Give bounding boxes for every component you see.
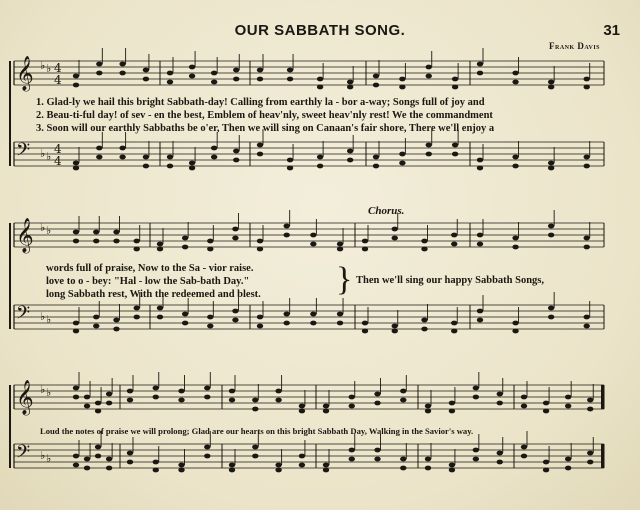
note-head [497,401,503,406]
note-head [548,233,554,238]
time-signature: 4 [54,142,62,156]
note-head [207,239,213,244]
note-head [113,239,119,244]
note-head [400,466,406,471]
note-head [584,236,590,241]
note-head [512,164,518,169]
note-head [119,62,125,67]
chorus-line-1: Then we'll sing our happy Sabbath Songs, [356,275,545,286]
note-head [157,242,163,247]
verse-1-ending: words full of praise, Now to the Sa - vior raise. [46,263,254,274]
note-head [373,155,379,160]
note-head [497,451,503,456]
note-head [257,143,263,148]
note-head [204,445,210,450]
note-head [189,166,195,171]
chorus-line-2: Loud the notes of praise we will prolong; Glad are our hearts on this bright Sabbath Day, Walking in the Savior's way. [40,426,474,436]
note-head [323,468,329,473]
note-head [349,395,355,400]
note-head [421,327,427,332]
note-head [178,389,184,394]
song-title: OUR SABBATH SONG. [234,22,406,39]
note-head [257,324,263,329]
note-head [287,68,293,73]
note-head [310,321,316,326]
verse-brace: } [336,261,353,298]
note-head [204,454,210,459]
treble-clef-icon: 𝄞 [16,380,34,415]
note-head [565,466,571,471]
note-head [497,392,503,397]
note-head [374,392,380,397]
note-head [337,312,343,317]
note-head [587,407,593,412]
note-head [392,227,398,232]
note-head [473,448,479,453]
note-head [167,155,173,160]
note-head [449,468,455,473]
note-head [182,321,188,326]
note-head [119,155,125,160]
note-head [477,62,483,67]
note-head [399,85,405,90]
note-head [84,466,90,471]
note-head [96,155,102,160]
treble-clef-icon: 𝄞 [16,218,34,253]
note-head [374,457,380,462]
note-head [127,460,133,465]
note-head [310,312,316,317]
note-head [521,404,527,409]
note-head [543,460,549,465]
note-head [73,83,79,88]
note-head [477,309,483,314]
note-head [233,77,239,82]
note-head [275,463,281,468]
note-head [477,71,483,76]
note-head [93,230,99,235]
note-head [400,457,406,462]
treble-clef-icon: 𝄞 [16,56,34,91]
note-head [96,71,102,76]
note-head [113,230,119,235]
flat-icon: ♭ [46,452,52,465]
note-head [299,463,305,468]
note-head [153,460,159,465]
time-signature: 4 [54,73,62,87]
note-head [233,149,239,154]
flat-icon: ♭ [40,59,46,72]
note-head [157,247,163,252]
note-head [426,152,432,157]
note-head [178,468,184,473]
note-head [584,155,590,160]
note-head [452,152,458,157]
note-head [84,404,90,409]
note-head [584,85,590,90]
note-head [211,71,217,76]
note-head [548,315,554,320]
note-head [451,233,457,238]
note-head [362,329,368,334]
flat-icon: ♭ [46,150,52,163]
note-head [167,80,173,85]
note-head [421,318,427,323]
note-head [287,166,293,171]
note-head [521,445,527,450]
note-head [232,309,238,314]
note-head [207,324,213,329]
note-head [449,463,455,468]
note-head [392,236,398,241]
note-head [252,407,258,412]
note-head [229,463,235,468]
note-head [182,245,188,250]
note-head [257,68,263,73]
note-head [287,158,293,163]
note-head [584,164,590,169]
note-head [543,401,549,406]
note-head [337,321,343,326]
note-head [497,460,503,465]
note-head [425,409,431,414]
flat-icon: ♭ [40,147,46,160]
note-head [392,324,398,329]
note-head [477,318,483,323]
note-head [584,315,590,320]
note-head [337,242,343,247]
note-head [257,239,263,244]
note-head [275,398,281,403]
final-bar [601,444,604,468]
note-head [106,392,112,397]
note-head [425,404,431,409]
note-head [373,83,379,88]
note-head [362,247,368,252]
note-head [153,395,159,400]
note-head [374,448,380,453]
note-head [204,386,210,391]
bass-clef-icon: 𝄢 [16,303,31,328]
note-head [473,395,479,400]
flat-icon: ♭ [46,62,52,75]
note-head [323,409,329,414]
note-head [452,77,458,82]
note-head [362,321,368,326]
note-head [95,401,101,406]
note-head [275,468,281,473]
bass-clef-icon: 𝄢 [16,442,31,467]
note-head [317,164,323,169]
note-head [134,306,140,311]
page-number: 31 [603,22,620,39]
note-head [283,233,289,238]
note-head [157,306,163,311]
note-head [565,457,571,462]
note-head [587,398,593,403]
note-head [95,409,101,414]
note-head [373,164,379,169]
flat-icon: ♭ [46,224,52,237]
note-head [584,77,590,82]
note-head [349,404,355,409]
note-head [229,398,235,403]
note-head [73,74,79,79]
note-head [477,166,483,171]
note-head [317,85,323,90]
note-head [252,454,258,459]
note-head [257,315,263,320]
note-head [211,80,217,85]
note-head [347,149,353,154]
note-head [451,329,457,334]
note-head [287,77,293,82]
note-head [512,329,518,334]
note-head [95,454,101,459]
note-head [452,85,458,90]
note-head [565,404,571,409]
note-head [73,166,79,171]
note-head [113,318,119,323]
note-head [95,445,101,450]
note-head [93,315,99,320]
note-head [584,245,590,250]
note-head [182,312,188,317]
time-signature: 4 [54,61,62,75]
note-head [337,247,343,252]
note-head [323,404,329,409]
note-head [299,404,305,409]
note-head [233,158,239,163]
note-head [512,155,518,160]
note-head [73,386,79,391]
note-head [178,398,184,403]
chorus-label: Chorus. [368,205,405,217]
note-head [477,158,483,163]
note-head [299,454,305,459]
note-head [257,247,263,252]
note-head [167,71,173,76]
final-bar [601,385,604,409]
note-head [347,85,353,90]
note-head [349,448,355,453]
note-head [548,161,554,166]
note-head [189,161,195,166]
note-head [143,155,149,160]
note-head [426,74,432,79]
note-head [451,321,457,326]
note-head [119,146,125,151]
note-head [392,329,398,334]
note-head [512,321,518,326]
note-head [521,395,527,400]
note-head [584,324,590,329]
note-head [310,242,316,247]
note-head [73,161,79,166]
note-head [106,466,112,471]
note-head [543,468,549,473]
note-head [257,152,263,157]
note-head [283,321,289,326]
verse-3-ending: long Sabbath rest, With the redeemed and blest. [46,289,261,300]
note-head [283,312,289,317]
note-head [400,389,406,394]
note-head [252,398,258,403]
note-head [565,395,571,400]
note-head [189,74,195,79]
note-head [477,242,483,247]
note-head [400,398,406,403]
note-head [512,71,518,76]
note-head [426,65,432,70]
note-head [587,451,593,456]
time-signature: 4 [54,154,62,168]
note-head [73,463,79,468]
note-head [73,230,79,235]
note-head [127,451,133,456]
note-head [229,389,235,394]
flat-icon: ♭ [40,383,46,396]
note-head [211,146,217,151]
note-head [317,77,323,82]
note-head [257,77,263,82]
note-head [96,146,102,151]
note-head [143,164,149,169]
verse-2-ending: love to o - bey: "Hal - low the Sab-bath Day." [46,276,250,287]
note-head [421,239,427,244]
composer-credit: Frank Davis [549,41,600,51]
note-head [283,224,289,229]
note-head [189,65,195,70]
verse-2-line: 2. Beau-ti-ful day! of sev - en the best, Emblem of heav'nly, sweet heav'nly rest! We the commandment [36,110,493,121]
note-head [349,457,355,462]
flat-icon: ♭ [40,221,46,234]
note-head [127,398,133,403]
note-head [374,401,380,406]
note-head [134,247,140,252]
note-head [310,233,316,238]
note-head [182,236,188,241]
note-head [548,80,554,85]
note-head [157,315,163,320]
note-head [449,409,455,414]
note-head [93,324,99,329]
flat-icon: ♭ [40,449,46,462]
note-head [106,457,112,462]
note-head [473,386,479,391]
note-head [232,318,238,323]
note-head [252,445,258,450]
note-head [84,395,90,400]
note-head [134,239,140,244]
note-head [127,389,133,394]
note-head [521,454,527,459]
note-head [373,74,379,79]
note-head [106,401,112,406]
note-head [449,401,455,406]
note-head [317,155,323,160]
note-head [153,386,159,391]
note-head [347,158,353,163]
note-head [73,329,79,334]
note-head [207,315,213,320]
note-head [548,166,554,171]
note-head [426,143,432,148]
note-head [119,71,125,76]
note-head [232,227,238,232]
verse-1-line: 1. Glad-ly we hail this bright Sabbath-day! Calling from earthly la - bor a-way; Songs full of joy and [36,97,485,108]
flat-icon: ♭ [46,313,52,326]
note-head [178,463,184,468]
note-head [73,395,79,400]
note-head [113,327,119,332]
note-head [73,321,79,326]
flat-icon: ♭ [40,310,46,323]
note-head [399,77,405,82]
note-head [473,457,479,462]
verse-3-line: 3. Soon will our earthly Sabbaths be o'er, Then we will sing on Canaan's fair shore, There we'll enjoy a [36,123,495,134]
note-head [93,239,99,244]
note-head [548,85,554,90]
note-head [204,395,210,400]
note-head [399,152,405,157]
note-head [362,239,368,244]
bass-clef-icon: 𝄢 [16,140,31,165]
note-head [512,80,518,85]
note-head [587,460,593,465]
note-head [399,161,405,166]
note-head [232,236,238,241]
note-head [425,466,431,471]
note-head [299,409,305,414]
note-head [275,389,281,394]
note-head [347,80,353,85]
note-head [512,245,518,250]
note-head [96,62,102,67]
note-head [73,454,79,459]
note-head [229,468,235,473]
note-head [84,457,90,462]
note-head [211,155,217,160]
note-head [233,68,239,73]
note-head [548,306,554,311]
note-head [425,457,431,462]
flat-icon: ♭ [46,386,52,399]
note-head [167,164,173,169]
note-head [153,468,159,473]
note-head [421,247,427,252]
note-head [323,463,329,468]
note-head [543,409,549,414]
note-head [452,143,458,148]
note-head [548,224,554,229]
note-head [143,68,149,73]
note-head [451,242,457,247]
note-head [512,236,518,241]
note-head [143,77,149,82]
note-head [477,233,483,238]
note-head [207,247,213,252]
note-head [73,239,79,244]
note-head [134,315,140,320]
